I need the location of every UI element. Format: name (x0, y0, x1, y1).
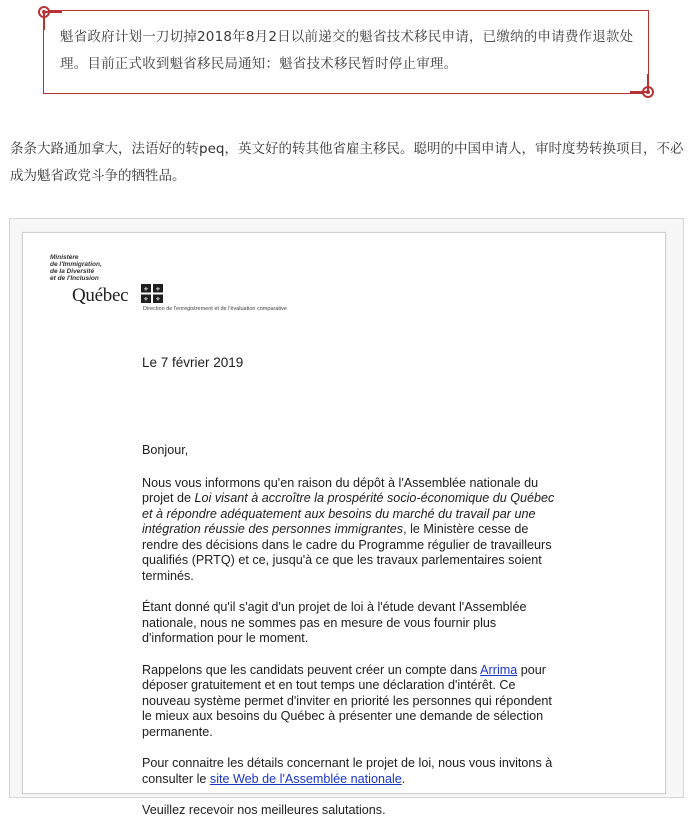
letter-paragraph-3: Rappelons que les candidats peuvent créer un compte dans Arrima pour déposer gratuitement et en tout temps une déclaration d'intérêt. Ce nouveau système permet d'inviter en priorité les personnes qui répondent le mieux aux besoins du Québec à présenter une demande de sélection permanente. (142, 662, 552, 739)
notice-box (43, 10, 649, 94)
intro-paragraph: 条条大路通加拿大，法语好的转peq，英文好的转其他省雇主移民。聪明的中国申请人，审时度势转换项目，不必成为魁省政党斗争的牺牲品。 (10, 141, 684, 184)
assemblee-nationale-link[interactable]: site Web de l'Assemblée nationale (209, 771, 402, 786)
svg-text:⚜: ⚜ (155, 286, 161, 293)
svg-text:⚜: ⚜ (143, 286, 149, 293)
letter-paragraph-4: Pour connaitre les détails concernant le projet de loi, nous vous invitons à consulter le site Web de l'Assemblée nationale. (142, 756, 553, 786)
letter-greeting: Bonjour, (142, 443, 189, 457)
corner-ornament-icon (36, 4, 66, 34)
letter-scan (22, 232, 666, 817)
direction-subtitle: Direction de l'enregistrement et de l'évaluation comparative (143, 306, 287, 312)
notice-text: 魁省政府计划一刀切掉2018年8月2日以前递交的魁省技术移民申请，已缴纳的申请费作退款处理。目前正式收到魁省移民局通知：魁省技术移民暂时停止审理。 (60, 29, 634, 72)
corner-ornament-icon (626, 70, 656, 100)
svg-text:⚜: ⚜ (143, 296, 149, 303)
letter-body (142, 443, 562, 835)
letter-paragraph-1: Nous vous informons qu'en raison du dépôt à l'Assemblée nationale du projet de Loi visant à accroître la prospérité socio-économique du Québec et à répondre adéquatement aux besoins du marché du travail par une intégration réussie des personnes immigrantes, le Ministère cesse de rendre des décisions dans le cadre du Programme régulier de travailleurs qualifiés (PRTQ) et ce, jusqu'à ce que les travaux parlementaires soient terminés. (142, 475, 555, 583)
quebec-flag-icon (141, 284, 163, 303)
letter-closing: Veuillez recevoir nos meilleures salutations. (142, 803, 386, 817)
svg-text:⚜: ⚜ (155, 296, 161, 303)
arrima-link[interactable]: Arrima (480, 662, 518, 677)
quebec-logo-word: Québec (72, 285, 129, 306)
ministry-name: Ministère de l'Immigration, de la Diversité et de l'Inclusion (50, 254, 102, 282)
letter-paragraph-2: Étant donné qu'il s'agit d'un projet de loi à l'étude devant l'Assemblée nationale, nous ne sommes pas en mesure de vous fournir plus d'information pour le moment. (142, 600, 527, 645)
letter-date: Le 7 février 2019 (142, 355, 244, 370)
